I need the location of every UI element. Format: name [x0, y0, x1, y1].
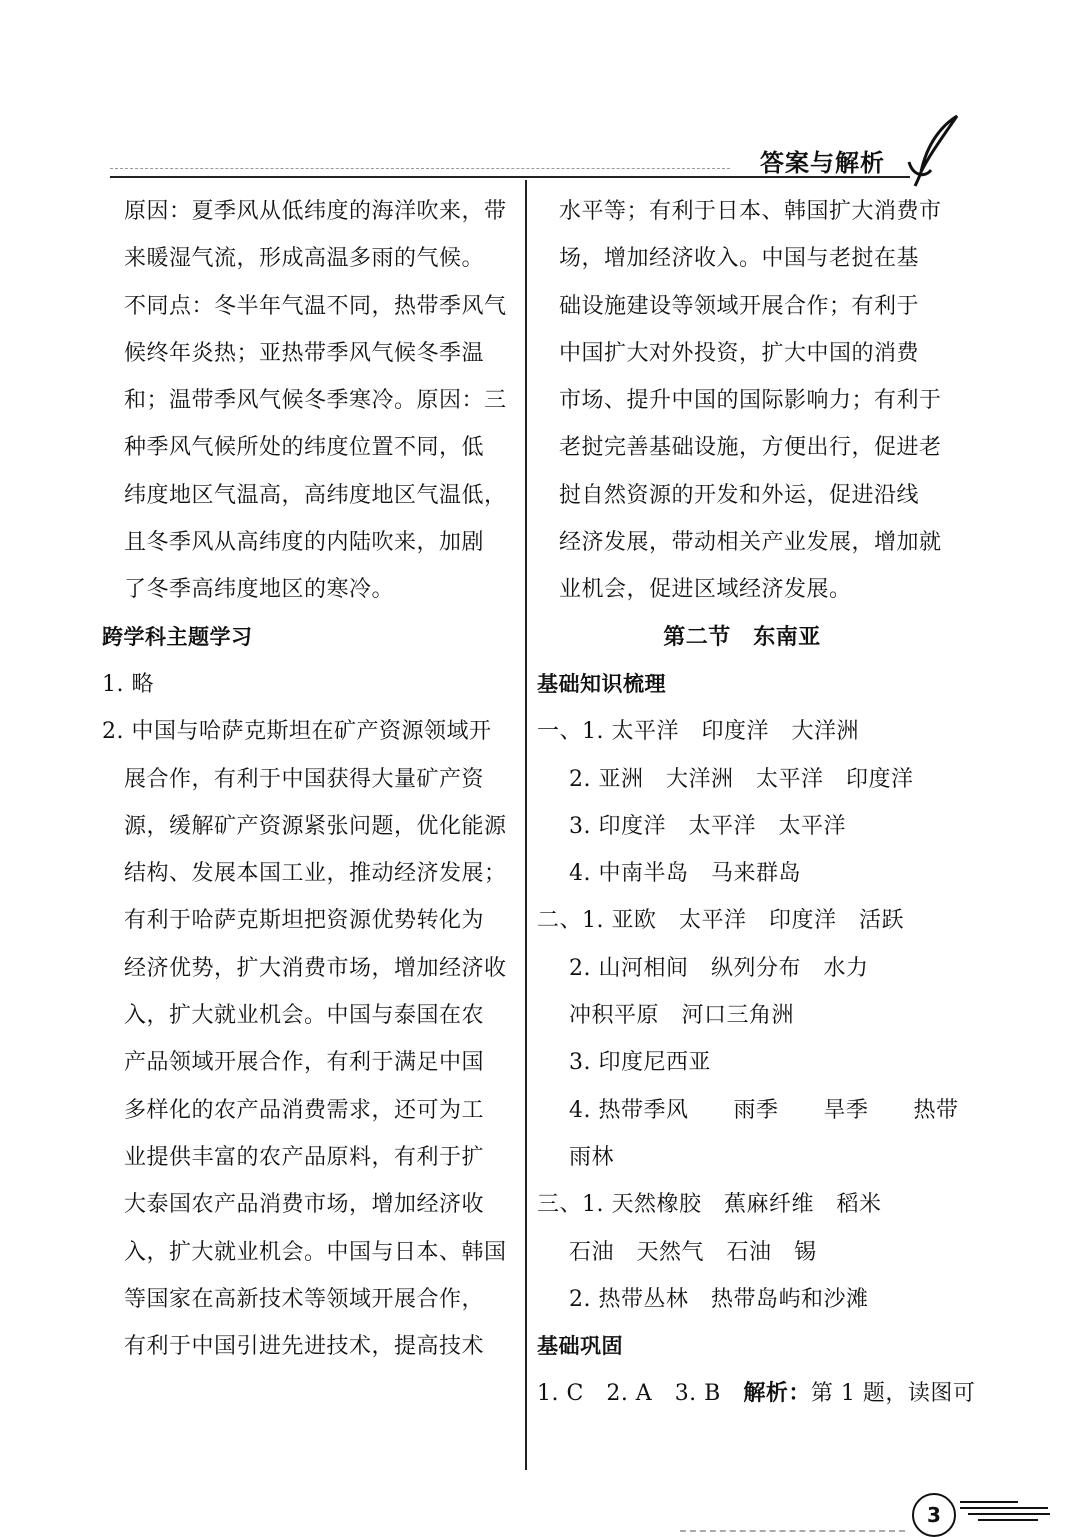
- text-line: [102, 1087, 514, 1134]
- text-line: [537, 1229, 947, 1276]
- text-line: [537, 1181, 947, 1228]
- line-text: 种季风气候所处的纬度位置不同，低: [124, 435, 485, 461]
- line-text: 雨林: [569, 1144, 615, 1170]
- line-text: 等国家在高新技术等领域开展合作，: [124, 1286, 485, 1312]
- section-heading: [537, 614, 947, 661]
- text-line: [102, 1039, 514, 1086]
- text-line: [102, 330, 514, 377]
- line-text: 场，增加经济收入。中国与老挝在基: [559, 246, 920, 272]
- line-text: 且冬季风从高纬度的内陆吹来，加剧: [124, 530, 485, 556]
- text-line: [102, 897, 514, 944]
- header-title: 答案与解析: [760, 149, 885, 177]
- line-text: 1. 略: [102, 671, 154, 697]
- header-rule-dashed: [110, 168, 730, 170]
- text-line: [537, 1370, 976, 1417]
- text-line: [537, 1039, 947, 1086]
- line-text: 了冬季高纬度地区的寒冷。: [124, 577, 395, 603]
- line-text: 基础巩固: [537, 1334, 623, 1359]
- analysis-label: 解析：: [743, 1381, 811, 1407]
- line-text: 4. 热带季风 雨季 旱季 热带: [569, 1097, 959, 1123]
- line-text: 市场、提升中国的国际影响力；有利于: [559, 388, 942, 414]
- line-text: 冲积平原 河口三角洲: [569, 1003, 795, 1029]
- text-line: [102, 472, 514, 519]
- text-line: [537, 850, 947, 897]
- line-text: 基础知识梳理: [537, 671, 666, 696]
- line-text: 2. 中国与哈萨克斯坦在矿产资源领域开: [102, 719, 492, 745]
- line-text: 原因：夏季风从低纬度的海洋吹来，带: [124, 199, 507, 224]
- text-line: [102, 1323, 514, 1370]
- text-line: [102, 756, 514, 803]
- text-line: [102, 235, 514, 282]
- text-line: [537, 424, 947, 471]
- line-text: 2. 山河相间 纵列分布 水力: [569, 955, 869, 981]
- line-text: 经济发展，带动相关产业发展，增加就: [559, 530, 942, 556]
- text-line: [102, 850, 514, 897]
- text-line: [537, 519, 947, 566]
- text-line: [537, 235, 947, 282]
- line-text: 入，扩大就业机会。中国与日本、韩国: [124, 1239, 507, 1265]
- line-text: 3. 印度尼西亚: [569, 1050, 711, 1076]
- line-text: 2. 热带丛林 热带岛屿和沙滩: [569, 1286, 869, 1312]
- text-line: [537, 803, 947, 850]
- text-line: [537, 708, 947, 755]
- text-line: [537, 945, 947, 992]
- line-text: 结构、发展本国工业，推动经济发展；: [124, 861, 507, 887]
- section-heading: [537, 1323, 947, 1370]
- line-text: 大泰国农产品消费市场，增加经济收: [124, 1192, 485, 1218]
- text-line: [537, 566, 947, 613]
- text-line: [102, 424, 514, 471]
- speed-lines-icon: [958, 1496, 1053, 1526]
- line-text: 源，缓解矿产资源紧张问题，优化能源: [124, 813, 507, 839]
- text-line: [102, 803, 514, 850]
- text-line: [537, 1276, 947, 1323]
- text-line: [537, 897, 947, 944]
- line-text: 2. 亚洲 大洋洲 太平洋 印度洋: [569, 766, 914, 792]
- line-text: 第二节 东南亚: [663, 624, 821, 650]
- line-text: 水平等；有利于日本、韩国扩大消费市: [559, 199, 942, 224]
- text-line: [537, 472, 947, 519]
- line-text: 中国扩大对外投资，扩大中国的消费: [559, 340, 920, 366]
- line-text: 产品领域开展合作，有利于满足中国: [124, 1050, 485, 1076]
- text-line: [537, 1087, 959, 1134]
- text-line: [102, 992, 514, 1039]
- line-text: 业机会，促进区域经济发展。: [559, 577, 852, 603]
- line-text: 业提供丰富的农产品原料，有利于扩: [124, 1144, 485, 1170]
- text-line: [537, 188, 947, 235]
- left-column: [102, 188, 514, 1370]
- line-text: 不同点：冬半年气温不同，热带季风气: [124, 293, 507, 319]
- line-text: 纬度地区气温高，高纬度地区气温低，: [124, 482, 507, 508]
- quill-pen-icon: [905, 112, 965, 192]
- analysis-text: 第 1 题，读图可: [810, 1381, 976, 1407]
- text-line: [102, 661, 514, 708]
- line-text: 入，扩大就业机会。中国与泰国在农: [124, 1003, 485, 1029]
- text-line: [102, 377, 514, 424]
- text-line: [102, 1276, 514, 1323]
- text-line: [537, 330, 947, 377]
- column-divider: [525, 180, 527, 1470]
- line-text: 跨学科主题学习: [102, 624, 253, 649]
- footer-rule: [680, 1530, 905, 1533]
- line-text: 展合作，有利于中国获得大量矿产资: [124, 766, 485, 792]
- text-line: [537, 283, 947, 330]
- text-line: [102, 1181, 514, 1228]
- line-text: 石油 天然气 石油 锡: [569, 1239, 817, 1265]
- line-text: 经济优势，扩大消费市场，增加经济收: [124, 955, 507, 981]
- line-text: 候终年炎热；亚热带季风气候冬季温: [124, 340, 485, 366]
- line-text: 4. 中南半岛 马来群岛: [569, 861, 801, 887]
- text-line: [102, 1134, 514, 1181]
- text-line: [537, 992, 947, 1039]
- section-heading: [102, 614, 514, 661]
- line-text: 有利于哈萨克斯坦把资源优势转化为: [124, 908, 485, 934]
- text-line: [537, 377, 947, 424]
- line-text: 和；温带季风气候冬季寒冷。原因：三: [124, 388, 507, 414]
- text-line: [102, 188, 514, 235]
- right-column: [537, 188, 976, 1418]
- line-text: 有利于中国引进先进技术，提高技术: [124, 1334, 485, 1360]
- line-text: 二、1. 亚欧 太平洋 印度洋 活跃: [537, 908, 904, 934]
- line-text: 挝自然资源的开发和外运，促进沿线: [559, 482, 920, 508]
- text-line: [102, 1229, 514, 1276]
- line-text: 来暖湿气流，形成高温多雨的气候。: [124, 246, 485, 272]
- line-text: 础设施建设等领域开展合作；有利于: [559, 293, 920, 319]
- line-text: 老挝完善基础设施，方便出行，促进老: [559, 435, 942, 461]
- text-line: [102, 519, 514, 566]
- section-heading: [537, 661, 947, 708]
- line-text: 三、1. 天然橡胶 蕉麻纤维 稻米: [537, 1192, 882, 1218]
- text-line: [102, 945, 514, 992]
- text-line: [102, 283, 514, 330]
- text-line: [102, 566, 514, 613]
- text-line: [537, 1134, 947, 1181]
- line-text: 1. C 2. A 3. B: [537, 1381, 744, 1407]
- text-line: [102, 708, 514, 755]
- line-text: 一、1. 太平洋 印度洋 大洋洲: [537, 719, 859, 745]
- text-line: [537, 756, 947, 803]
- line-text: 多样化的农产品消费需求，还可为工: [124, 1097, 485, 1123]
- line-text: 3. 印度洋 太平洋 太平洋: [569, 813, 846, 839]
- page-number: 3: [912, 1493, 956, 1537]
